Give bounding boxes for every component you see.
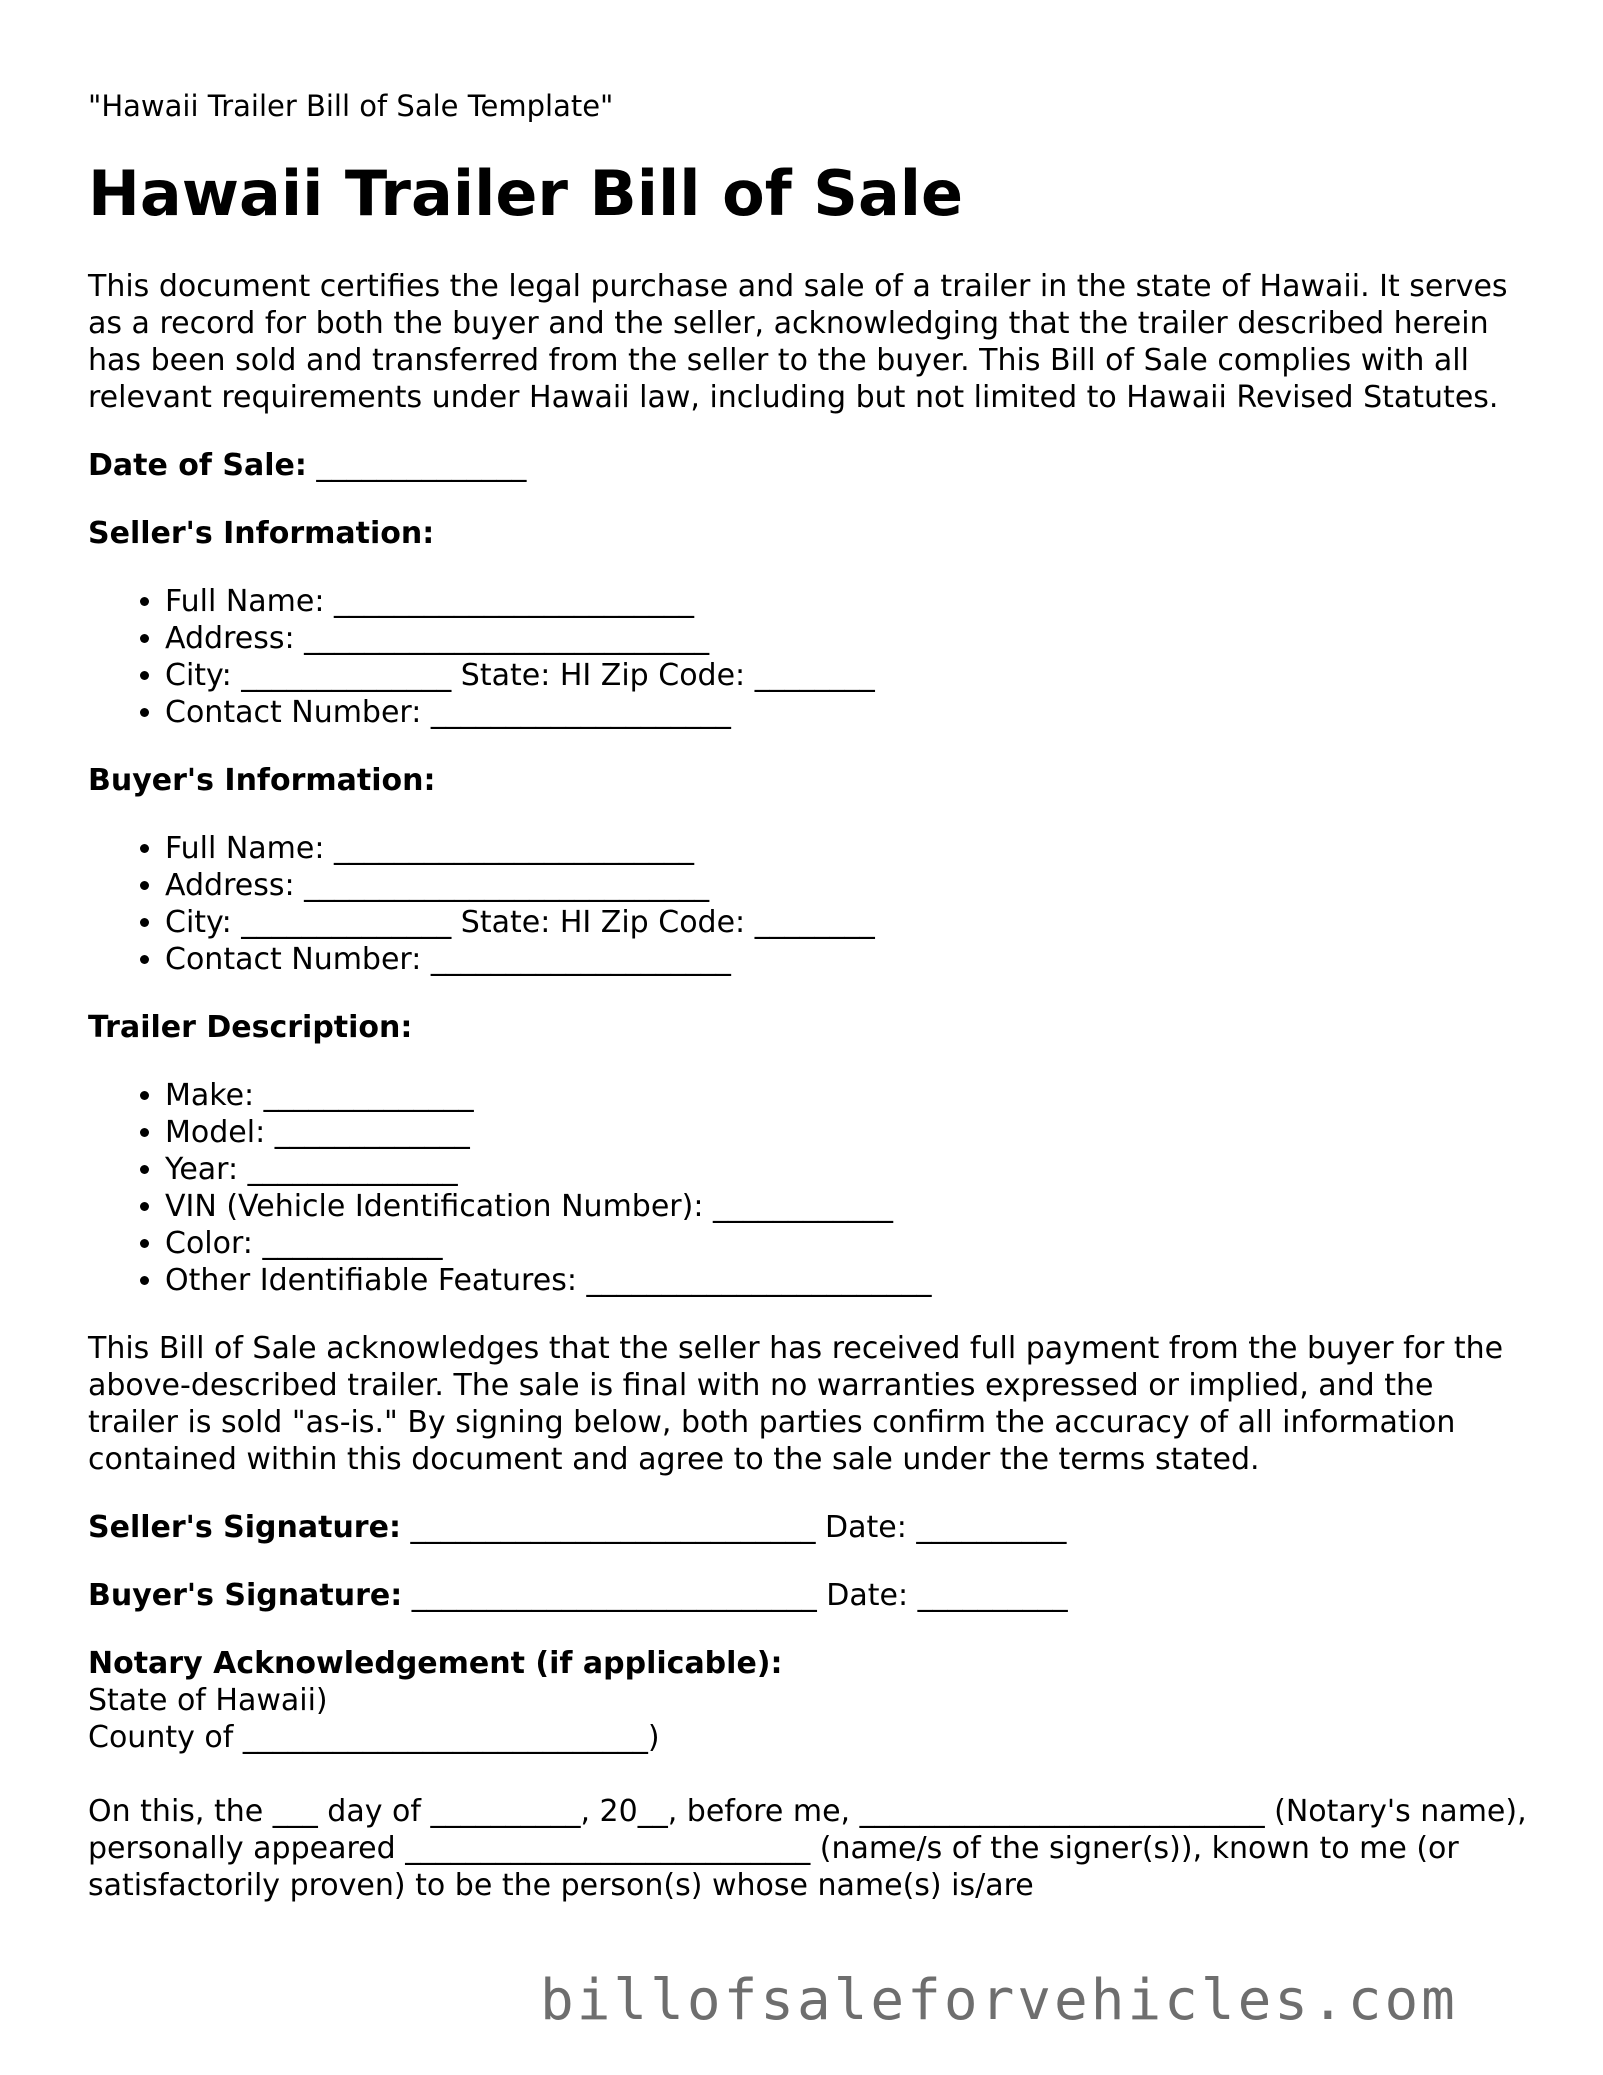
intro-paragraph: This document certifies the legal purchase and sale of a trailer in the state of Hawaii. It serves as a record for both the buyer and the seller, acknowledging that the trailer described herein has been sold and transferred from the seller to the buyer. This Bill of Sale complies with all relevant requirements under Hawaii law, including but not limited to Hawaii Revised Statutes. — [88, 269, 1508, 415]
buyer-address-field[interactable]: • Address: ___________________________ — [165, 867, 1528, 904]
date-of-sale-label: Date of Sale: — [88, 448, 307, 483]
notary-heading: Notary Acknowledgement (if applicable): — [88, 1646, 783, 1681]
bill-of-sale-document — [88, 86, 1528, 1904]
trailer-description-heading: Trailer Description: — [88, 1010, 413, 1045]
notary-state-line: State of Hawaii) — [88, 1683, 328, 1718]
trailer-model-field[interactable]: • Model: _____________ — [165, 1114, 1528, 1151]
buyer-contact-number-field[interactable]: • Contact Number: ____________________ — [165, 941, 1528, 978]
closing-paragraph: This Bill of Sale acknowledges that the seller has received full payment from the buyer for the above-described trailer. The sale is final with no warranties expressed or implied, and the trailer is sold "as-is." By signing below, both parties confirm the accuracy of all information contained within this document and agree to the sale under the terms stated. — [88, 1331, 1504, 1477]
seller-signature-label: Seller's Signature: — [88, 1510, 401, 1545]
seller-city-state-zip-field[interactable]: • City: ______________ State: HI Zip Code: ________ — [165, 657, 1528, 694]
trailer-year-field[interactable]: • Year: ______________ — [165, 1151, 1528, 1188]
notary-body-text[interactable]: On this, the ___ day of __________, 20__, before me, ___________________________ (Notary's name), personally appeared ___________________________ (name/s of the signer(s)), known to me (or satisfactorily proven) to be the person(s) whose name(s) is/are — [88, 1794, 1527, 1903]
notary-acknowledgement — [88, 1645, 1528, 1904]
seller-signature-blank[interactable]: ___________________________ Date: __________ — [410, 1510, 1067, 1545]
buyer-full-name-field[interactable]: • Full Name: ________________________ — [165, 830, 1528, 867]
seller-signature-line — [88, 1509, 1528, 1546]
trailer-other-features-field[interactable]: • Other Identifiable Features: _______________________ — [165, 1262, 1528, 1299]
buyer-signature-line — [88, 1577, 1528, 1614]
trailer-make-field[interactable]: • Make: ______________ — [165, 1077, 1528, 1114]
date-of-sale-blank[interactable]: ______________ — [316, 448, 527, 483]
seller-contact-number-field[interactable]: • Contact Number: ____________________ — [165, 694, 1528, 731]
trailer-color-field[interactable]: • Color: ____________ — [165, 1225, 1528, 1262]
buyer-info-list — [88, 830, 1528, 978]
seller-info-heading: Seller's Information: — [88, 516, 435, 551]
watermark: billofsaleforvehicles.com — [540, 1968, 1458, 2033]
seller-info-list — [88, 583, 1528, 731]
notary-county-line[interactable]: County of ___________________________) — [88, 1720, 660, 1755]
date-of-sale-line — [88, 447, 1528, 484]
template-title: "Hawaii Trailer Bill of Sale Template" — [88, 89, 614, 123]
buyer-city-state-zip-field[interactable]: • City: ______________ State: HI Zip Code: ________ — [165, 904, 1528, 941]
seller-full-name-field[interactable]: • Full Name: ________________________ — [165, 583, 1528, 620]
seller-address-field[interactable]: • Address: ___________________________ — [165, 620, 1528, 657]
buyer-info-heading: Buyer's Information: — [88, 763, 436, 798]
buyer-signature-blank[interactable]: ___________________________ Date: __________ — [411, 1578, 1068, 1613]
trailer-vin-field[interactable]: • VIN (Vehicle Identification Number): ____________ — [165, 1188, 1528, 1225]
trailer-description-list — [88, 1077, 1528, 1299]
buyer-signature-label: Buyer's Signature: — [88, 1578, 403, 1613]
page-title: Hawaii Trailer Bill of Sale — [88, 157, 964, 230]
